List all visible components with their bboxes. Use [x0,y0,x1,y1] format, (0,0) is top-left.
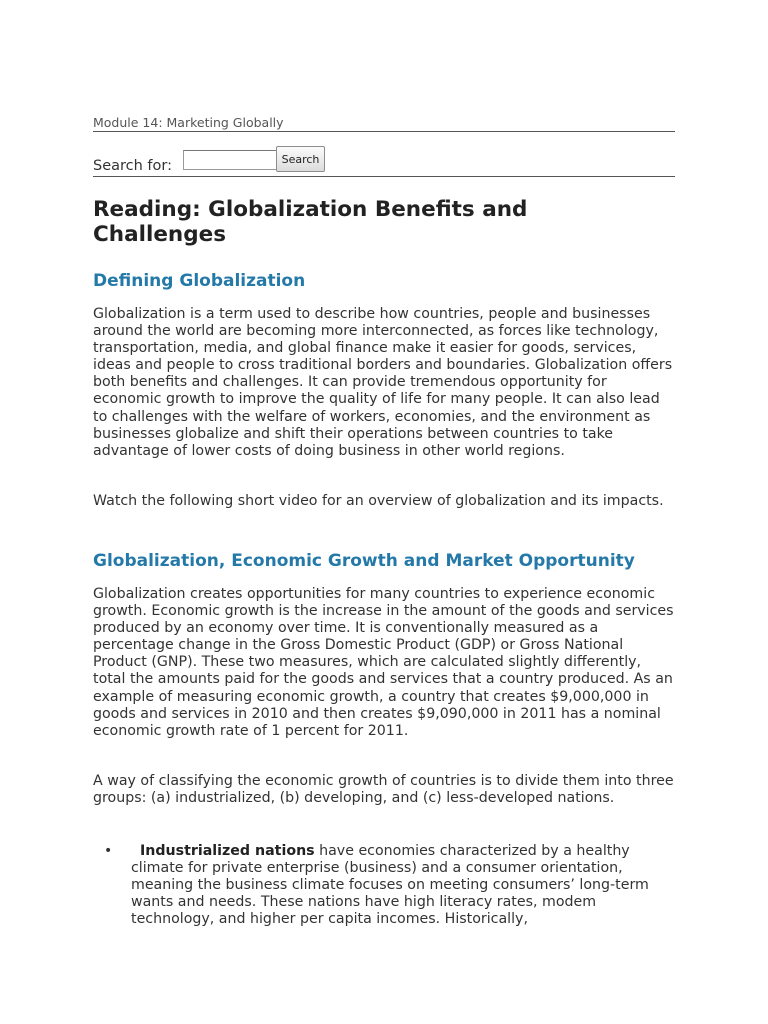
header-divider [93,131,675,132]
page-title: Reading: Globalization Benefits and Challenges [93,197,528,247]
paragraph-economic-growth: Globalization creates opportunities for many countries to experience economic growth. Economic growth is the increase in the amount of the goods and services produced by an economy over time. It is conventionally measured as a percentage change in the Gross Domestic Product (GDP) or Gross National Product (GNP). These two measures, which are calculated slightly differently, total the amounts paid for the goods and services that a country produced. As an example of measuring economic growth, a country that creates $9,000,000 in goods and services in 2010 and then creates $9,090,000 in 2011 has a nominal economic growth rate of 1 percent for 2011. [93,586,674,739]
search-bar [93,146,675,174]
paragraph-classification: A way of classifying the economic growth of countries is to divide them into three groups: (a) industrialized, (b) developing, and (c) less-developed nations. [93,773,674,807]
paragraph-globalization-definition: Globalization is a term used to describe how countries, people and businesses around the world are becoming more interconnected, as forces like technology, transportation, media, and global finance make it easier for goods, services, ideas and people to cross traditional borders and boundaries. Globalization offers both benefits and challenges. It can provide tremendous opportunity for economic growth to improve the quality of life for many people. It can also lead to challenges with the welfare of workers, economies, and the environment as businesses globalize and shift their operations between countries to take advantage of lower costs of doing business in other world regions. [93,306,673,459]
search-button[interactable]: Search [276,146,325,172]
section-heading-defining-globalization: Defining Globalization [93,271,306,291]
paragraph-video-intro: Watch the following short video for an overview of globalization and its impacts. [93,493,664,509]
search-input[interactable] [183,150,277,170]
search-divider [93,176,675,177]
search-label: Search for: [93,158,172,174]
section-heading-economic-growth: Globalization, Economic Growth and Market Opportunity [93,551,635,571]
list-item-industrialized-nations [93,843,675,928]
module-title[interactable]: Module 14: Marketing Globally [93,115,284,130]
list-item-term: Industrialized nations [140,843,315,859]
list-item-text: have economies characterized by a healthy climate for private enterprise (business) and a consumer orientation, meaning the business climate focuses on meeting consumers’ long-term wants and needs. These nations have high literacy rates, modem technology, and higher per capita incomes. Historically, [131,843,649,928]
nations-list [93,843,675,928]
bullet-icon: • [104,843,113,859]
